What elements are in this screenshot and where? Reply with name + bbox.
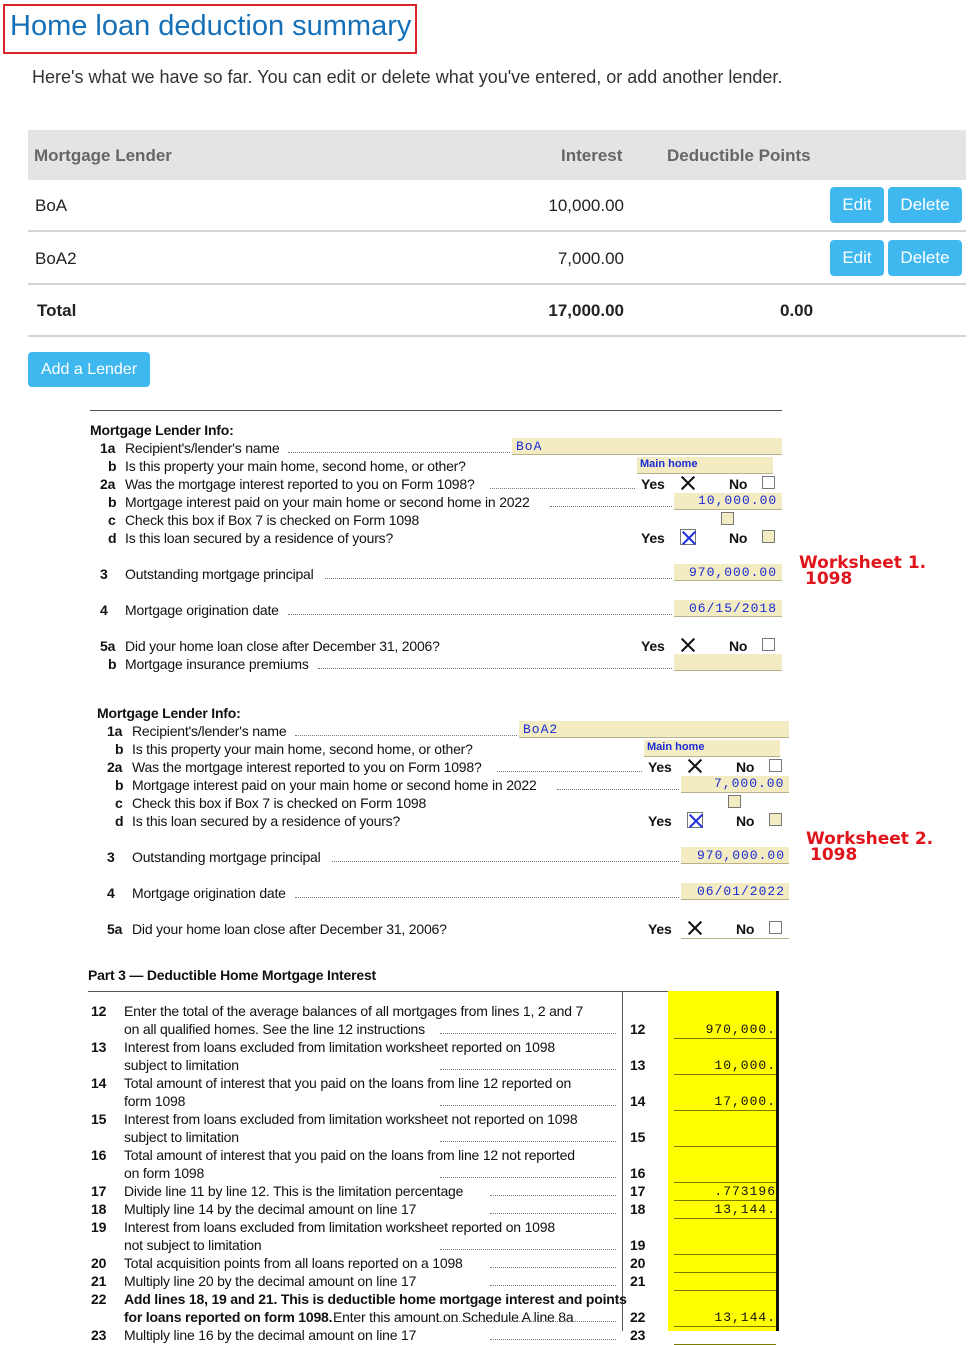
ws1-insurance-premiums-field[interactable] xyxy=(674,654,782,671)
amount-rule xyxy=(674,1254,776,1255)
ws1-2d-yes-label: Yes xyxy=(641,530,665,546)
leader-dots xyxy=(288,614,672,615)
ws1-5a-no-checkbox[interactable] xyxy=(762,638,775,651)
row2-interest: 7,000.00 xyxy=(557,249,624,268)
ws1-line-2a-no: 2a xyxy=(100,476,116,492)
part3-box-number: 12 xyxy=(630,1021,646,1037)
ws1-line-1a-text: Recipient's/lender's name xyxy=(125,440,280,456)
ws2-5a-yes-checked-x[interactable] xyxy=(687,920,703,936)
part3-line-text: for loans reported on form 1098. xyxy=(124,1309,333,1325)
part3-box-number: 14 xyxy=(630,1093,646,1109)
ws1-origination-date-value: 06/15/2018 xyxy=(689,601,778,616)
ws1-interest-value: 10,000.00 xyxy=(698,493,778,508)
part3-amount-value: 13,144. xyxy=(714,1310,776,1325)
amount-rule xyxy=(674,1146,776,1147)
ws1-line-1b-text: Is this property your main home, second home, or other? xyxy=(125,458,466,474)
leader-dots xyxy=(440,1249,616,1250)
leader-dots xyxy=(497,771,642,772)
part3-line-text: not subject to limitation xyxy=(124,1237,262,1253)
amount-rule xyxy=(674,1218,776,1219)
intro-text: Here's what we have so far. You can edit or delete what you've entered, or add another lender. xyxy=(32,67,783,87)
ws2-line-4-text: Mortgage origination date xyxy=(132,885,286,901)
part3-line-text: subject to limitation xyxy=(124,1057,239,1073)
leader-dots xyxy=(295,897,679,898)
part3-line-number: 17 xyxy=(91,1183,107,1199)
edit-button-boa[interactable]: Edit xyxy=(830,187,884,223)
part3-line-text: form 1098 xyxy=(124,1093,186,1109)
part3-line-number: 12 xyxy=(91,1003,107,1019)
ws2-2a-no-label: No xyxy=(736,759,755,775)
ws1-5a-yes-checked-x[interactable] xyxy=(680,637,696,653)
part3-line-number: 22 xyxy=(91,1291,107,1307)
ws1-5a-yes-label: Yes xyxy=(641,638,665,654)
ws1-line-4-text: Mortgage origination date xyxy=(125,602,279,618)
part3-line-text: Total amount of interest that you paid on the loans from line 12 reported on xyxy=(124,1075,572,1091)
page-title: Home loan deduction summary xyxy=(10,10,412,42)
ws2-line-3-no: 3 xyxy=(107,849,115,865)
worksheet-rule xyxy=(90,410,782,411)
leader-dots xyxy=(490,1267,616,1268)
part3-box-number: 19 xyxy=(630,1237,646,1253)
ws2-line-2a-text: Was the mortgage interest reported to you on Form 1098? xyxy=(132,759,482,775)
leader-dots xyxy=(490,488,635,489)
leader-dots xyxy=(332,861,679,862)
ws2-home-type-value: Main home xyxy=(647,741,705,753)
ws2-5a-yes-label: Yes xyxy=(648,921,672,937)
ws1-2d-no-label: No xyxy=(729,530,748,546)
ws2-principal-value: 970,000.00 xyxy=(697,848,786,863)
ws1-principal-value: 970,000.00 xyxy=(689,565,778,580)
part3-box-number: 15 xyxy=(630,1129,646,1145)
part3-line-text: Enter this amount on Schedule A line 8a xyxy=(333,1309,574,1325)
ws2-line-2a-no: 2a xyxy=(107,759,123,775)
leader-dots xyxy=(295,735,517,736)
ws1-lender-name-field[interactable] xyxy=(512,438,782,455)
leader-dots xyxy=(557,789,679,790)
col-interest: Interest xyxy=(561,146,623,165)
amount-rule xyxy=(674,1182,776,1183)
amount-rule xyxy=(674,1290,776,1291)
part3-amount-value: 13,144. xyxy=(714,1202,776,1217)
part3-box-number: 18 xyxy=(630,1201,646,1217)
ws2-line-4-no: 4 xyxy=(107,885,115,901)
ws2-heading: Mortgage Lender Info: xyxy=(97,705,241,721)
part3-box-number: 21 xyxy=(630,1273,646,1289)
part3-line-text: Multiply line 16 by the decimal amount on line 17 xyxy=(124,1327,417,1343)
ws1-2d-yes-checked-x[interactable] xyxy=(680,529,696,545)
leader-dots xyxy=(440,1033,616,1034)
part3-amount-value: .773196 xyxy=(714,1184,776,1199)
total-label: Total xyxy=(37,301,77,320)
part3-box-number: 23 xyxy=(630,1327,646,1343)
ws1-2a-yes-label: Yes xyxy=(641,476,665,492)
ws2-line-1a-no: 1a xyxy=(107,723,123,739)
part3-amount-value: 970,000. xyxy=(705,1022,776,1037)
ws2-line-5a-text: Did your home loan close after December 31, 2006? xyxy=(132,921,447,937)
ws2-2a-no-checkbox[interactable] xyxy=(769,759,782,772)
ws1-2a-no-label: No xyxy=(729,476,748,492)
leader-dots xyxy=(440,1177,616,1178)
ws1-line-2b-text: Mortgage interest paid on your main home or second home in 2022 xyxy=(125,494,530,510)
part3-line-number: 21 xyxy=(91,1273,107,1289)
part3-amount-value: 17,000. xyxy=(714,1094,776,1109)
leader-dots xyxy=(490,1213,616,1214)
part3-box-number: 16 xyxy=(630,1165,646,1181)
part3-line-text: Total acquisition points from all loans reported on a 1098 xyxy=(124,1255,463,1271)
ws2-line-2d-text: Is this loan secured by a residence of yours? xyxy=(132,813,401,829)
ws2-line-2c-no: c xyxy=(115,795,123,811)
ws2-2d-no-label: No xyxy=(736,813,755,829)
leader-dots xyxy=(550,506,672,507)
part3-right-border xyxy=(776,991,779,1331)
ws1-home-type-value: Main home xyxy=(640,458,698,470)
field-rule xyxy=(681,938,789,939)
leader-dots xyxy=(440,1105,616,1106)
ws2-origination-date-value: 06/01/2022 xyxy=(697,884,786,899)
ws1-line-5a-no: 5a xyxy=(100,638,116,654)
ws2-line-2c-text: Check this box if Box 7 is checked on Form 1098 xyxy=(132,795,427,811)
ws1-line-1b-no: b xyxy=(108,458,117,474)
delete-button-boa2[interactable]: Delete xyxy=(888,240,962,276)
row-divider xyxy=(28,335,966,337)
leader-dots xyxy=(440,1069,616,1070)
part3-column-divider xyxy=(622,991,623,1331)
leader-dots xyxy=(318,668,672,669)
amount-rule xyxy=(674,1272,776,1273)
part3-line-number: 15 xyxy=(91,1111,107,1127)
part3-line-text: on all qualified homes. See the line 12 instructions xyxy=(124,1021,425,1037)
ws1-heading: Mortgage Lender Info: xyxy=(90,422,234,438)
ws2-line-1a-text: Recipient's/lender's name xyxy=(132,723,287,739)
ws2-line-1b-text: Is this property your main home, second home, or other? xyxy=(132,741,473,757)
ws1-line-2b-no: b xyxy=(108,494,117,510)
amount-rule xyxy=(674,1200,776,1201)
ws1-2d-no-checkbox[interactable] xyxy=(762,530,775,543)
edit-button-boa2[interactable]: Edit xyxy=(830,240,884,276)
part3-line-text: subject to limitation xyxy=(124,1129,239,1145)
part3-box-number: 13 xyxy=(630,1057,646,1073)
row1-interest: 10,000.00 xyxy=(548,196,624,215)
worksheet1-annotation: Worksheet 1. xyxy=(799,553,927,573)
ws1-5a-no-label: No xyxy=(729,638,748,654)
worksheet2-annotation: Worksheet 2. xyxy=(806,829,934,849)
ws1-line-5b-no: b xyxy=(108,656,117,672)
part3-line-text: on form 1098 xyxy=(124,1165,205,1181)
ws1-lender-name-value: BoA xyxy=(516,439,543,454)
col-deductible-points: Deductible Points xyxy=(667,146,811,165)
ws2-2d-yes-label: Yes xyxy=(648,813,672,829)
ws2-line-2b-no: b xyxy=(115,777,124,793)
part3-line-text: Divide line 11 by line 12. This is the limitation percentage xyxy=(124,1183,464,1199)
ws1-line-3-text: Outstanding mortgage principal xyxy=(125,566,314,582)
row2-lender: BoA2 xyxy=(35,249,77,268)
worksheet1-annotation-1098: 1098 xyxy=(805,569,853,589)
ws2-line-2d-no: d xyxy=(115,813,124,829)
amount-rule xyxy=(674,1110,776,1111)
part3-box-number: 22 xyxy=(630,1309,646,1325)
ws1-line-2c-text: Check this box if Box 7 is checked on Form 1098 xyxy=(125,512,420,528)
total-points: 0.00 xyxy=(780,301,814,320)
ws2-2d-yes-checked-x[interactable] xyxy=(687,812,703,828)
part3-amount-column xyxy=(668,991,776,1331)
worksheet2-annotation-1098: 1098 xyxy=(810,845,858,865)
leader-dots xyxy=(288,452,510,453)
ws1-line-3-no: 3 xyxy=(100,566,108,582)
part3-line-number: 20 xyxy=(91,1255,107,1271)
leader-dots xyxy=(490,1339,616,1340)
ws1-line-2c-no: c xyxy=(108,512,116,528)
ws1-line-1a-no: 1a xyxy=(100,440,116,456)
part3-line-text: Interest from loans excluded from limitation worksheet not reported on 1098 xyxy=(124,1111,578,1127)
amount-rule xyxy=(674,1074,776,1075)
part3-line-number: 18 xyxy=(91,1201,107,1217)
ws2-line-5a-no: 5a xyxy=(107,921,123,937)
ws2-2d-no-checkbox[interactable] xyxy=(769,813,782,826)
ws1-line-2d-no: d xyxy=(108,530,117,546)
ws1-box7-checkbox[interactable] xyxy=(721,512,734,525)
part3-line-text: Add lines 18, 19 and 21. This is deductible home mortgage interest and points xyxy=(124,1291,627,1307)
ws2-5a-no-checkbox[interactable] xyxy=(769,921,782,934)
leader-dots xyxy=(325,578,672,579)
row-divider xyxy=(28,283,966,285)
leader-dots xyxy=(440,1141,616,1142)
ws2-line-3-text: Outstanding mortgage principal xyxy=(132,849,321,865)
ws2-line-1b-no: b xyxy=(115,741,124,757)
part3-line-text: Interest from loans excluded from limitation worksheet reported on 1098 xyxy=(124,1219,555,1235)
ws1-line-5b-text: Mortgage insurance premiums xyxy=(125,656,309,672)
part3-line-number: 19 xyxy=(91,1219,107,1235)
part3-line-number: 23 xyxy=(91,1327,107,1343)
row-divider xyxy=(28,230,966,232)
part3-box-number: 17 xyxy=(630,1183,646,1199)
row1-lender: BoA xyxy=(35,196,68,215)
total-interest: 17,000.00 xyxy=(548,301,624,320)
col-mortgage-lender: Mortgage Lender xyxy=(34,146,172,165)
ws2-2a-yes-label: Yes xyxy=(648,759,672,775)
ws2-line-2b-text: Mortgage interest paid on your main home or second home in 2022 xyxy=(132,777,537,793)
part3-amount-value: 10,000. xyxy=(714,1058,776,1073)
amount-rule xyxy=(674,1038,776,1039)
part3-heading: Part 3 — Deductible Home Mortgage Interest xyxy=(88,967,376,983)
ws2-box7-checkbox[interactable] xyxy=(728,795,741,808)
part3-line-text: Total amount of interest that you paid on the loans from line 12 not reported xyxy=(124,1147,575,1163)
delete-button-boa[interactable]: Delete xyxy=(888,187,962,223)
ws2-lender-name-value: BoA2 xyxy=(523,722,559,737)
part3-line-text: Multiply line 20 by the decimal amount on line 17 xyxy=(124,1273,417,1289)
part3-line-number: 13 xyxy=(91,1039,107,1055)
ws1-line-5a-text: Did your home loan close after December 31, 2006? xyxy=(125,638,440,654)
ws2-interest-value: 7,000.00 xyxy=(714,776,785,791)
part3-line-text: Multiply line 14 by the decimal amount on line 17 xyxy=(124,1201,417,1217)
part3-box-number: 20 xyxy=(630,1255,646,1271)
ws2-2a-yes-checked-x[interactable] xyxy=(687,758,703,774)
ws2-5a-no-label: No xyxy=(736,921,755,937)
ws1-2a-yes-checked-x[interactable] xyxy=(680,475,696,491)
leader-dots xyxy=(490,1285,616,1286)
ws1-line-4-no: 4 xyxy=(100,602,108,618)
ws2-lender-name-field[interactable] xyxy=(519,721,789,738)
leader-dots xyxy=(490,1195,616,1196)
ws1-line-2d-text: Is this loan secured by a residence of yours? xyxy=(125,530,394,546)
add-lender-button[interactable]: Add a Lender xyxy=(28,352,150,387)
part3-line-number: 16 xyxy=(91,1147,107,1163)
part3-line-number: 14 xyxy=(91,1075,107,1091)
part3-line-text: Enter the total of the average balances of all mortgages from lines 1, 2 and 7 xyxy=(124,1003,584,1019)
amount-rule xyxy=(674,1326,776,1327)
leader-dots xyxy=(440,1321,616,1322)
ws1-line-2a-text: Was the mortgage interest reported to you on Form 1098? xyxy=(125,476,475,492)
ws1-2a-no-checkbox[interactable] xyxy=(762,476,775,489)
part3-line-text: Interest from loans excluded from limitation worksheet reported on 1098 xyxy=(124,1039,555,1055)
